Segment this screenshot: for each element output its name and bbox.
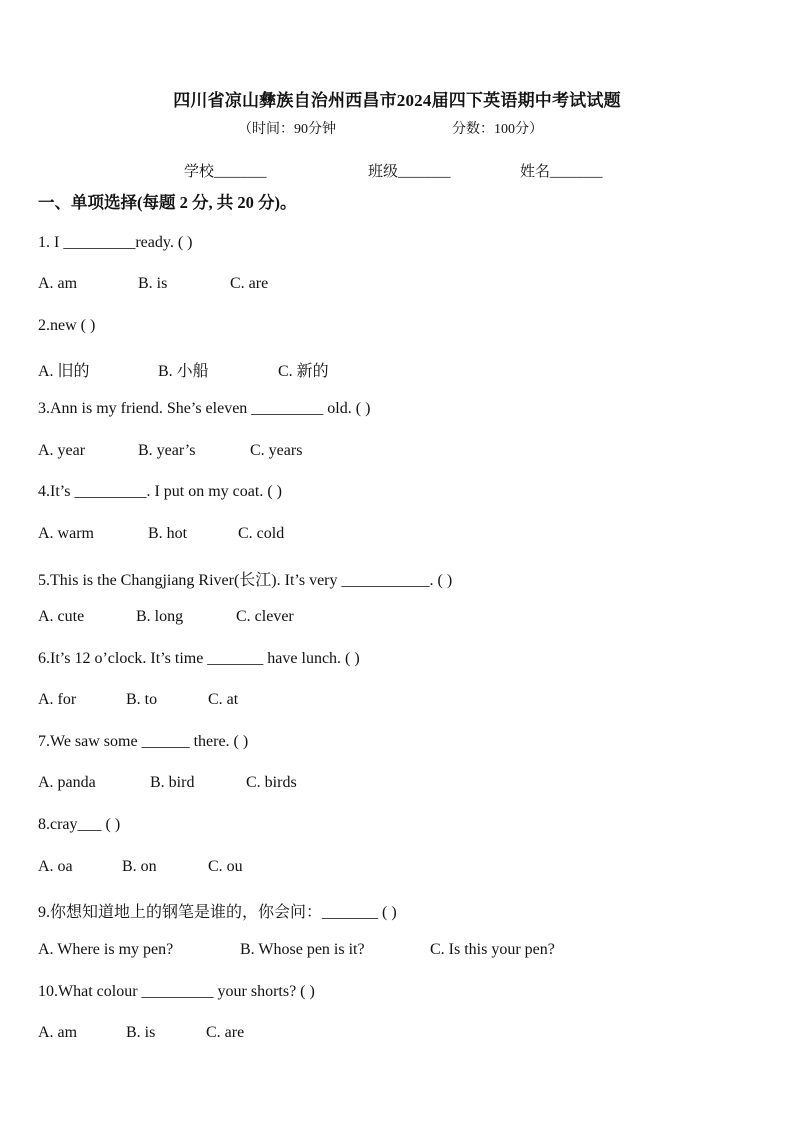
option-a: A. Where is my pen? — [38, 941, 174, 958]
option-b: B. to — [126, 691, 158, 708]
option-a: A. warm — [38, 525, 94, 542]
option-a: A. for — [38, 691, 77, 708]
option-b: B. bird — [150, 774, 195, 791]
question-5-options — [38, 608, 758, 630]
question-6: 6.It’s 12 o’clock. It’s time _______ have lunch. ( ) — [38, 650, 360, 667]
question-7-options — [38, 774, 758, 796]
question-1: 1. I _________ready. ( ) — [38, 234, 193, 251]
school-field: 学校_______ — [184, 164, 267, 180]
option-a: A. cute — [38, 608, 85, 625]
option-c: C. 新的 — [278, 363, 329, 380]
question-2: 2.new ( ) — [38, 317, 96, 334]
question-10-options — [38, 1024, 758, 1046]
option-c: C. years — [250, 442, 303, 459]
option-a: A. am — [38, 275, 78, 292]
question-9: 9.你想知道地上的钢笔是谁的，你会问：_______ ( ) — [38, 904, 397, 921]
option-a: A. year — [38, 442, 86, 459]
exam-score: 分数：100分） — [452, 122, 543, 137]
option-b: B. Whose pen is it? — [240, 941, 365, 958]
question-2-options — [38, 358, 758, 380]
question-3-options — [38, 442, 758, 464]
option-b: B. is — [138, 275, 168, 292]
question-10: 10.What colour _________ your shorts? ( ) — [38, 983, 315, 1000]
option-c: C. Is this your pen? — [430, 941, 555, 958]
option-b: B. on — [122, 858, 157, 875]
question-3: 3.Ann is my friend. She’s eleven _________ old. ( ) — [38, 400, 371, 417]
option-c: C. clever — [236, 608, 294, 625]
option-c: C. cold — [238, 525, 285, 542]
question-8-options — [38, 858, 758, 880]
option-b: B. year’s — [138, 442, 196, 459]
exam-title: 四川省凉山彝族自治州西昌市2024届四下英语期中考试试题 — [173, 91, 621, 110]
option-b: B. 小船 — [158, 363, 209, 380]
option-a: A. am — [38, 1024, 78, 1041]
option-a: A. oa — [38, 858, 73, 875]
option-b: B. is — [126, 1024, 156, 1041]
section-heading: 一、单项选择(每题 2 分, 共 20 分)。 — [38, 193, 297, 212]
option-c: C. are — [206, 1024, 245, 1041]
question-8: 8.cray___ ( ) — [38, 816, 121, 833]
question-4: 4.It’s _________. I put on my coat. ( ) — [38, 483, 282, 500]
option-b: B. long — [136, 608, 184, 625]
question-1-options — [38, 275, 758, 297]
option-b: B. hot — [148, 525, 188, 542]
option-c: C. at — [208, 691, 239, 708]
option-a: A. panda — [38, 774, 96, 791]
class-field: 班级_______ — [368, 164, 451, 180]
question-4-options — [38, 525, 758, 547]
option-c: C. ou — [208, 858, 243, 875]
question-7: 7.We saw some ______ there. ( ) — [38, 733, 249, 750]
option-c: C. are — [230, 275, 269, 292]
question-9-options — [38, 941, 758, 963]
question-5: 5.This is the Changjiang River(长江). It’s very ___________. ( ) — [38, 572, 453, 589]
question-6-options — [38, 691, 758, 713]
name-field: 姓名_______ — [520, 164, 603, 180]
option-c: C. birds — [246, 774, 297, 791]
exam-time: （时间：90分钟 — [238, 122, 336, 137]
option-a: A. 旧的 — [38, 363, 90, 380]
